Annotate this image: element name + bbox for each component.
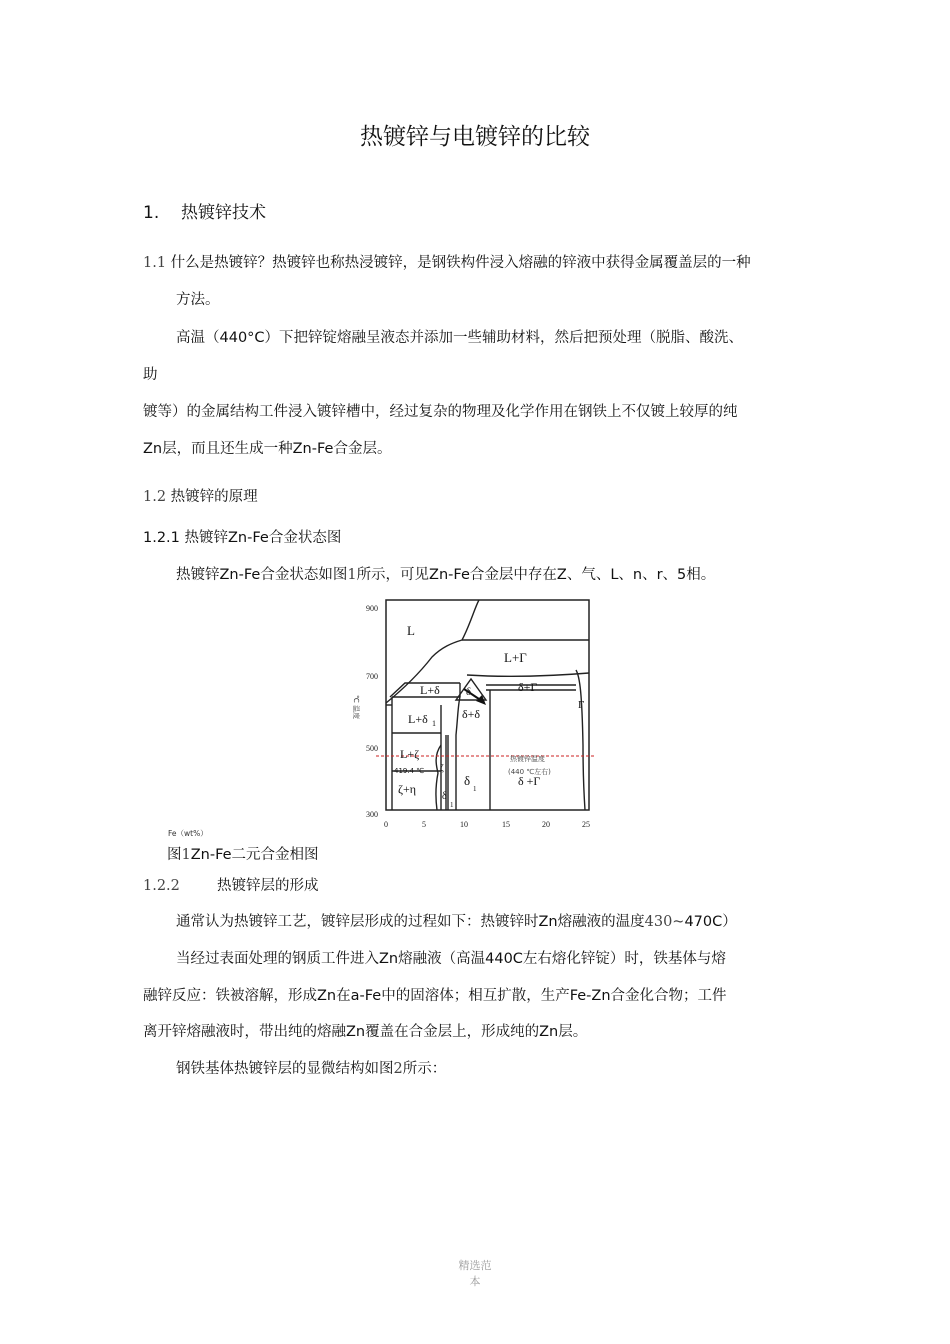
temperature-label: 419.4 ℃ xyxy=(394,767,425,775)
caption-text: Zn-Fe二元合金相图 xyxy=(190,847,319,863)
s122-p1-range: 430~ xyxy=(644,914,685,930)
y-tick-label: 300 xyxy=(366,810,378,819)
x-tick-label: 5 xyxy=(422,820,426,829)
s122-number: 1.2.2 xyxy=(143,878,180,894)
s12-heading xyxy=(143,487,258,507)
s122-p1-text-b: 470C） xyxy=(684,914,737,930)
y-tick-label: 500 xyxy=(366,744,378,753)
s11-p2-line3: 镀等）的金属结构工件浸入镀锌槽中，经过复杂的物理及化学作用在钢铁上不仅镀上较厚的纯 xyxy=(143,404,738,420)
diagram-frame xyxy=(386,600,589,810)
zn-fe-phase-diagram xyxy=(340,595,600,840)
s121-paragraph xyxy=(176,565,715,585)
s122-p2-line2: 融锌反应：铁被溶解，形成Zn在a-Fe中的固溶体；相互扩散，生产Fe-Zn合金化合物；工件 xyxy=(143,988,727,1004)
s122-p3-fig-ref: 2 xyxy=(393,1061,403,1077)
s122-p3-text-a: 钢铁基体热镀锌层的显微结构如图 xyxy=(176,1061,394,1077)
x-tick-label: 20 xyxy=(542,820,550,829)
phase-label-delta1: δ xyxy=(464,773,471,788)
caption-prefix: 图 xyxy=(167,847,182,863)
s121-text-a: 热镀锌Zn-Fe合金状态如图 xyxy=(176,567,348,583)
s122-p3 xyxy=(176,1059,446,1079)
phase-label-zeta-eta: ζ+η xyxy=(398,782,417,796)
phase-label-Gamma: Γ xyxy=(578,699,585,711)
y-axis-ticks xyxy=(366,604,378,819)
s11-p2-line1: 高温（440°C）下把锌锭熔融呈液态并添加一些辅助材料，然后把预处理（脱脂、酸洗、 xyxy=(176,330,744,346)
x-tick-label: 10 xyxy=(460,820,468,829)
phase-label-L-delta: L+δ xyxy=(420,683,440,697)
phase-label-L-zeta: L+ζ xyxy=(400,747,420,761)
s12-title: 热镀锌的原理 xyxy=(170,489,258,505)
phase-label-L-Gamma: L+Γ xyxy=(504,650,527,665)
s11-line2: 方法。 xyxy=(176,292,220,308)
s122-p3-text-b: 所示： xyxy=(402,1061,447,1077)
s11-p2-line4: Zn层，而且还生成一种Zn-Fe合金层。 xyxy=(143,441,392,457)
s122-p2-line1: 当经过表面处理的钢质工件进入Zn熔融液（高温440C左右熔化锌锭）时，铁基体与熔 xyxy=(176,951,726,967)
s11-text-line1: 什么是热镀锌？热镀锌也称热浸镀锌，是钢铁构件浸入熔融的锌液中获得金属覆盖层的一种 xyxy=(170,255,751,271)
section-1-title: 热镀锌技术 xyxy=(181,203,266,223)
s11-line1 xyxy=(143,253,751,273)
phase-label-delta-delta: δ+δ xyxy=(462,707,481,721)
x-tick-label: 15 xyxy=(502,820,510,829)
phase-label-L: L xyxy=(407,623,415,638)
phase-label-zeta-small: ζ xyxy=(440,763,444,773)
dip-annotation-line1: 热镀锌温度 xyxy=(510,755,545,763)
caption-number: 1 xyxy=(181,847,191,863)
s122-title: 热镀锌层的形成 xyxy=(217,878,319,894)
footer-watermark-line2: 本 xyxy=(469,1275,481,1288)
s11-p2-line2: 助 xyxy=(143,367,158,383)
s11-number: 1.1 xyxy=(143,255,167,271)
x-axis-label: Fe（wt%） xyxy=(168,829,208,838)
s122-p2-line3: 离开锌熔融液时，带出纯的熔融Zn覆盖在合金层上，形成纯的Zn层。 xyxy=(143,1024,588,1040)
phase-boundaries xyxy=(386,600,589,810)
s122-p1-text-a: 通常认为热镀锌工艺，镀锌层形成的过程如下：热镀锌时Zn熔融液的温度 xyxy=(176,914,645,930)
s121-text-b: 所示，可见Zn-Fe合金层中存在Z、气、L、n、r、5相。 xyxy=(356,567,716,583)
x-tick-label: 25 xyxy=(582,820,590,829)
section-1-number: 1. xyxy=(143,203,160,223)
footer-watermark-line1: 精选范 xyxy=(458,1259,492,1272)
s122-p1 xyxy=(176,912,737,932)
x-tick-label: 0 xyxy=(384,820,388,829)
dip-annotation-line2: (440 ℃左右) xyxy=(508,768,551,776)
phase-label-delta-narrow: δ xyxy=(442,791,447,802)
figure-caption xyxy=(167,843,319,864)
subscript-label: 1 xyxy=(450,801,454,809)
phase-label-L-delta1: L+δ xyxy=(408,712,428,726)
s122-heading xyxy=(143,876,319,896)
phase-label-delta-Gamma: δ+Γ xyxy=(518,680,538,694)
s121-heading: 1.2.1 热镀锌Zn-Fe合金状态图 xyxy=(143,530,342,546)
y-axis-label: ℃ 温度 xyxy=(352,695,360,720)
x-axis-ticks xyxy=(384,820,590,829)
y-tick-label: 700 xyxy=(366,672,378,681)
phase-label-delta-top: δ xyxy=(466,686,472,698)
subscript-label: 1 xyxy=(432,719,436,728)
section-1-heading xyxy=(143,198,266,223)
document-title: 热镀锌与电镀锌的比较 xyxy=(360,124,590,150)
phase-label-delta1-Gamma: δ +Γ xyxy=(518,774,541,788)
s12-number: 1.2 xyxy=(143,489,167,505)
subscript-label: 1 xyxy=(473,785,477,793)
y-tick-label: 900 xyxy=(366,604,378,613)
s121-fig-ref: 1 xyxy=(347,567,357,583)
phase-labels xyxy=(394,623,584,809)
